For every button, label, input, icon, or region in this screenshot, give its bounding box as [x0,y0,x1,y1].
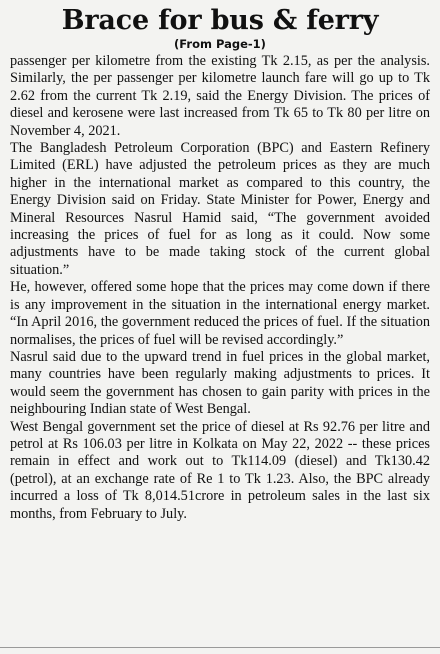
paragraph-2: The Bangladesh Petroleum Corporation (BPC) and Eastern Refinery Limited (ERL) have adjusted the petroleum prices as they are much higher in the international market as compared to this country, the Energy Division said on Friday. State Minister for Power, Energy and Mineral Resources Nasrul Hamid said, “The government avoided increasing the prices of fuel for as long as it could. Now some adjustments have to be made taking stock of the current global situation.” [10,140,430,278]
paragraph-3: He, however, offered some hope that the prices may come down if there is any improvement in the situation in the international energy market. “In April 2016, the government reduced the prices of fuel. If the situation normalises, the prices of fuel will be revised accordingly.” [10,279,430,348]
headline: Brace for bus & ferry [61,5,379,36]
paragraph-5: West Bengal government set the price of diesel at Rs 92.76 per litre and petrol at Rs 106.03 per litre in Kolkata on May 22, 2022 -- these prices remain in effect and work out to Tk114.09 (diesel) and Tk130.42 (petrol), at an exchange rate of Re 1 to Tk 1.23. Also, the BPC already incurred a loss of Tk 8,014.51crore in petroleum sales in the last six months, from February to July. [10,418,430,522]
continued-from-label: (From Page-1) [174,37,266,51]
paragraph-1: passenger per kilometre from the existing Tk 2.15, as per the analysis. Similarly, the per passenger per kilometre launch fare will go up to Tk 2.62 from the current Tk 2.19, said the Energy Division. The prices of diesel and kerosene were last increased from Tk 65 to Tk 80 per litre on November 4, 2021. [10,53,430,139]
article-body [10,53,430,523]
bottom-divider [0,647,440,648]
paragraph-4: Nasrul said due to the upward trend in fuel prices in the global market, many countries have been regularly making adjustments to prices. It would seem the government has chosen to gain parity with prices in the neighbouring Indian state of West Bengal. [10,348,430,418]
